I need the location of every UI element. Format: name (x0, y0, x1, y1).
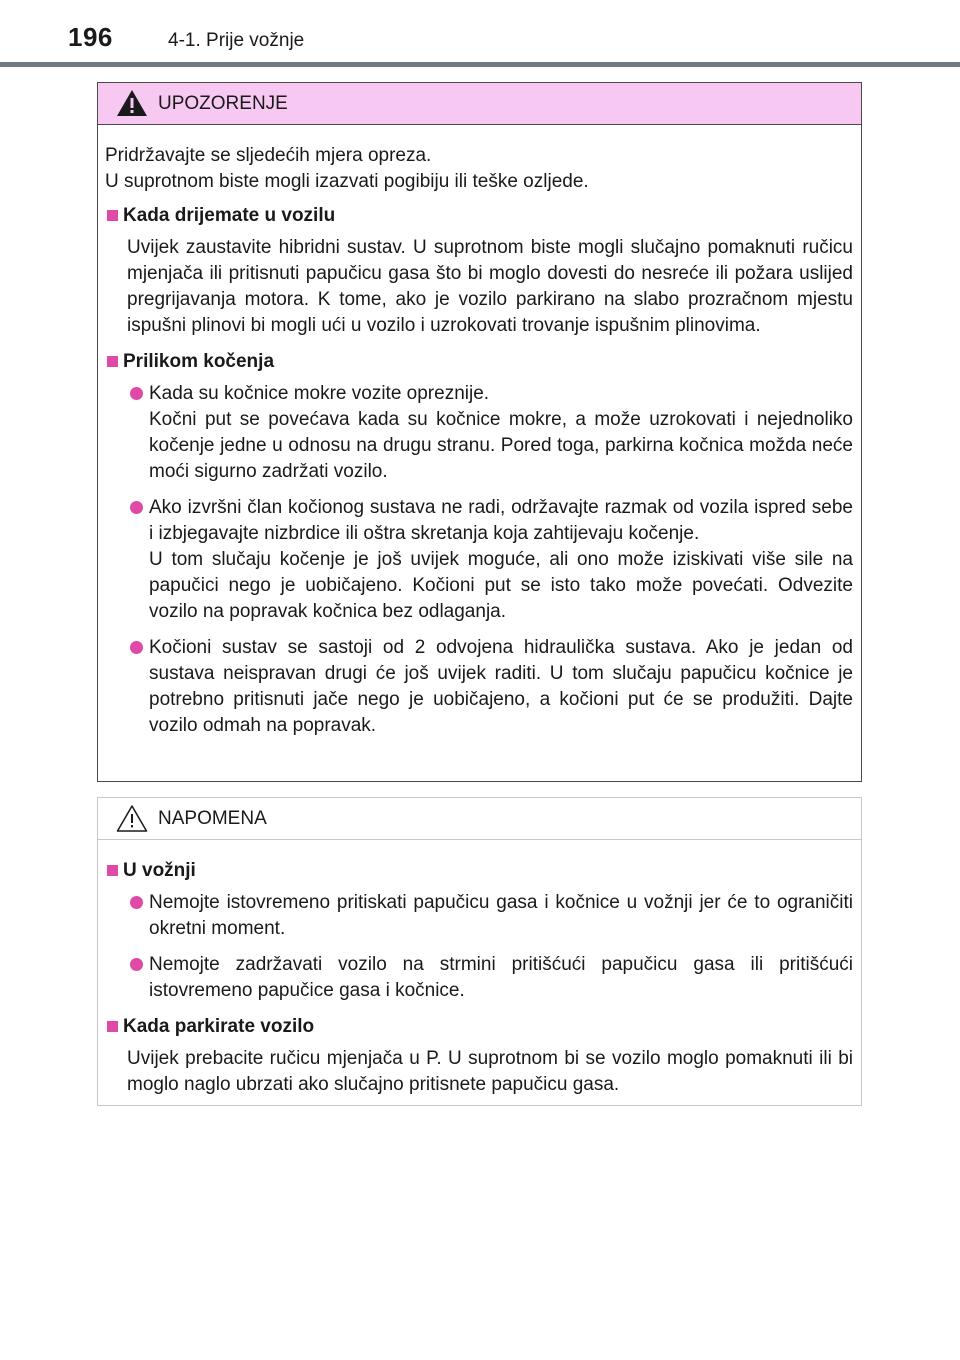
bullet-item (105, 635, 853, 739)
caution-outline-triangle-icon (116, 803, 148, 833)
round-bullet-icon (130, 641, 143, 654)
warning-intro-line1: Pridržavajte se sljedećih mjera opreza. (105, 145, 432, 166)
page-header (0, 0, 960, 68)
warning-header (98, 83, 861, 125)
bullet-text: Kočni put se povećava kada su kočnice mokre, a može uzrokovati i nejednoliko kočenje jedne u odnosu na drugu stranu. Pored toga, parkirna kočnica možda neće moći sigurno zadržati vozilo. (149, 409, 853, 482)
square-bullet-icon (107, 1021, 118, 1032)
warning-section-heading-text: Prilikom kočenja (123, 351, 275, 372)
square-bullet-icon (107, 356, 118, 367)
warning-section-text: Uvijek zaustavite hibridni sustav. U suprotnom biste mogli slučajno pomaknuti ručicu mjenjača ili pritisnuti papučicu gasa što bi moglo dovesti do nesreće ili požara uslijed pregrijavanja motora. K tome, ako je vozilo parkirano na slabo prozračnom mjestu ispušni plinovi bi mogli ući u vozilo i uzrokovati trovanje ispušnim plinovima. (127, 237, 853, 336)
round-bullet-icon (130, 501, 143, 514)
notice-title: NAPOMENA (158, 808, 267, 829)
warning-box (97, 82, 862, 782)
bullet-item (105, 890, 853, 942)
bullet-text: Nemojte zadržavati vozilo na strmini pritišćući papučicu gasa ili pritišćući istovremeno papučice gasa i kočnice. (149, 954, 853, 1001)
bullet-text: Kočioni sustav se sastoji od 2 odvojena hidraulička sustava. Ako je jedan od sustava neispravan drugi će još uvijek raditi. U tom slučaju papučicu kočnice je potrebno pritisnuti jače nego je uobičajeno, a kočioni put će se produžiti. Dajte vozilo odmah na popravak. (149, 637, 853, 736)
notice-section-heading (105, 858, 853, 884)
notice-header (98, 798, 861, 840)
section-title: 4-1. Prije vožnje (168, 30, 305, 51)
warning-section-heading (105, 203, 853, 229)
bullet-text: Ako izvršni član kočionog sustava ne radi, održavajte razmak od vozila ispred sebe i izbjegavajte nizbrdice ili oštra skretanja koja zahtijevaju kočenje. (149, 497, 853, 544)
round-bullet-icon (130, 958, 143, 971)
notice-section-heading-text: U vožnji (123, 860, 196, 881)
bullet-text: U tom slučaju kočenje je još uvijek moguće, ali ono može iziskivati više sile na papučici nego je uobičajeno. Kočioni put se isto tako može povećati. Odvezite vozilo na popravak kočnica bez odlaganja. (149, 549, 853, 622)
warning-body (98, 125, 861, 739)
bullet-text: Nemojte istovremeno pritiskati papučicu gasa i kočnice u vožnji jer će to ograničiti okretni moment. (149, 892, 853, 939)
round-bullet-icon (130, 387, 143, 400)
page-number: 196 (68, 22, 113, 52)
square-bullet-icon (107, 865, 118, 876)
notice-section-text: Uvijek prebacite ručicu mjenjača u P. U suprotnom bi se vozilo moglo pomaknuti ili bi moglo naglo ubrzati ako slučajno pritisnete papučicu gasa. (127, 1048, 853, 1095)
square-bullet-icon (107, 210, 118, 221)
notice-section-heading (105, 1014, 853, 1040)
warning-intro-line2: U suprotnom biste mogli izazvati pogibiju ili teške ozljede. (105, 171, 589, 192)
bullet-item (105, 381, 853, 485)
warning-triangle-icon (116, 88, 148, 118)
bullet-item (105, 495, 853, 625)
warning-title: UPOZORENJE (158, 93, 288, 114)
notice-body (98, 840, 861, 1098)
bullet-item (105, 952, 853, 1004)
warning-section-heading-text: Kada drijemate u vozilu (123, 205, 336, 226)
round-bullet-icon (130, 896, 143, 909)
warning-section-heading (105, 349, 853, 375)
header-rule (0, 62, 960, 67)
bullet-text: Kada su kočnice mokre vozite opreznije. (149, 383, 490, 404)
notice-box (97, 797, 862, 1106)
notice-section-heading-text: Kada parkirate vozilo (123, 1016, 315, 1037)
